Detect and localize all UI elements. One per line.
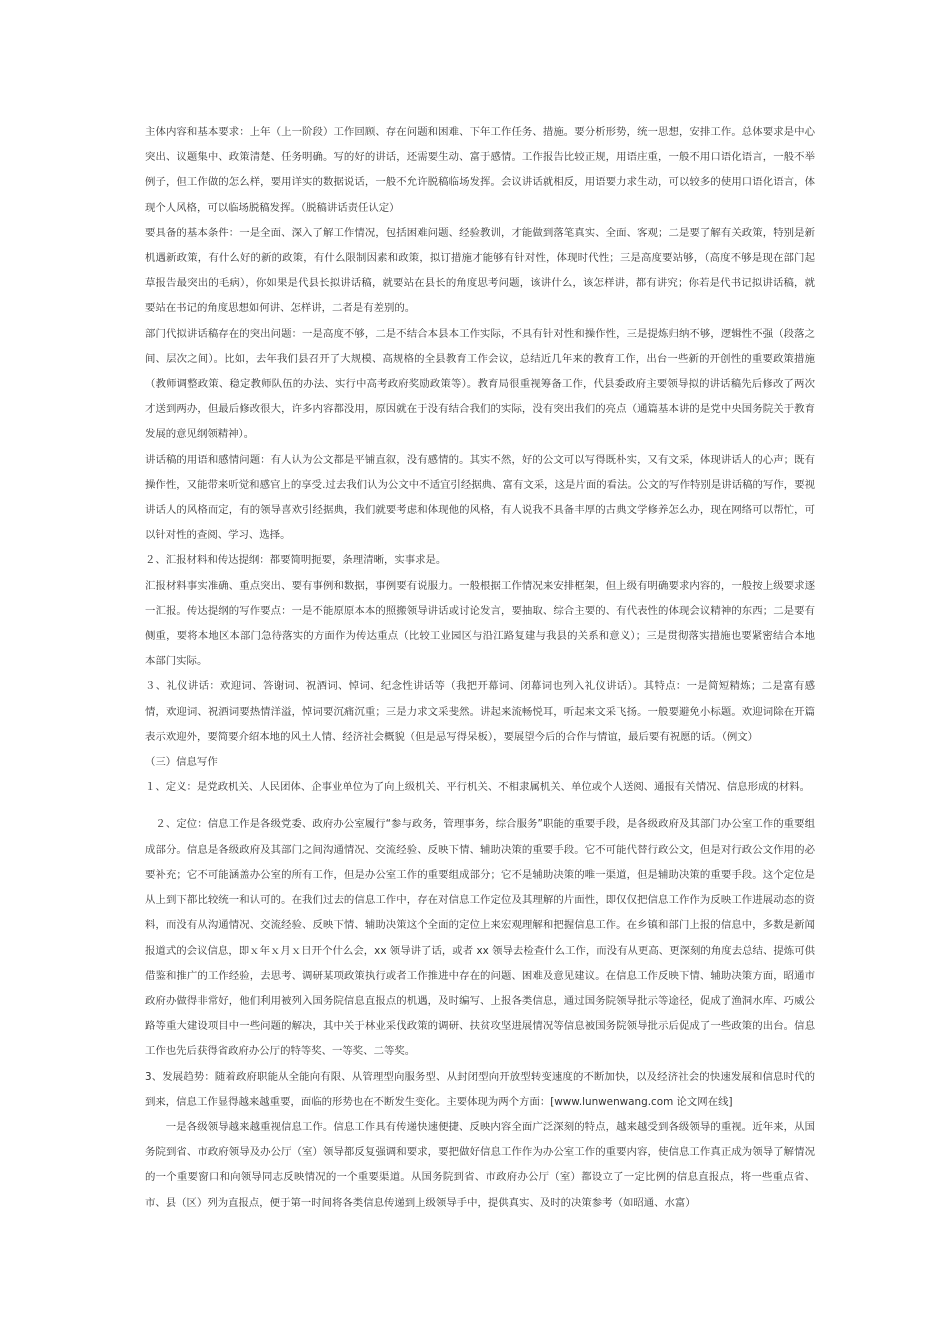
paragraph-basic-conditions: 要具备的基本条件：一是全面、深入了解工作情况，包括困难问题、经验教训，才能做到落笔真实、全面、客观；二是要了解有关政策，特别是新机遇新政策，有什么好的新的政策，有什么限制因素和政策，拟订措施才能够有针对性，体现时代性；三是高度要站够，（高度不够是现在部门起草报告最突出的毛病），你如果是代县长拟讲话稿，就要站在县长的角度思考问题，该讲什么，该怎样讲，都有讲究；你若是代书记拟讲话稿，就要站在书记的角度思想如何讲、怎样讲，二者是有差别的。 (145, 226, 815, 315)
heading-information-writing: （三）信息写作 (145, 756, 218, 769)
paragraph-report-materials: 汇报材料事实准确、重点突出、要有事例和数据，事例要有说服力。一般根据工作情况来安排框架，但上级有明确要求内容的，一般按上级要求逐一汇报。传达提纲的写作要点：一是不能原原本本的照搬领导讲话或讨论发言，要抽取、综合主要的、有代表性的体现会议精神的东西；二是要有侧重，要将本地区本部门急待落实的方面作为传达重点（比较工业园区与沿江路复建与我县的关系和意义）；三是贯彻落实措施也要紧密结合本地本部门实际。 (145, 579, 815, 668)
paragraph-leaders-attention: 一是各级领导越来越重视信息工作。信息工作具有传递快速便捷、反映内容全面广泛深刻的特点，越来越受到各级领导的重视。近年来，从国务院到省、市政府领导及办公厅（室）领导都反复强调和要求，要把做好信息工作作为办公室工作的重要内容，使信息工作真正成为领导了解情况的一个重要窗口和向领导同志反映情况的一个重要渠道。从国务院到省、市政府办公厅（室）都设立了一定比例的信息直报点，将一些重点省、市、县（区）列为直报点，便于第一时间将各类信息传递到上级领导手中，提供真实、及时的决策参考（如昭通、水富） (145, 1120, 815, 1209)
paragraph-department-problems: 部门代拟讲话稿存在的突出问题：一是高度不够，二是不结合本县本工作实际，不具有针对性和操作性，三是提炼归纳不够，逻辑性不强（段落之间、层次之间）。比如，去年我们县召开了大规模、高规格的全县教育工作会议，总结近几年来的教育工作，出台一些新的开创性的重要政策措施（教师调整政策、稳定教师队伍的办法、实行中高考政府奖励政策等）。教育局很重视筹备工作，代县委政府主要领导拟的讲话稿先后修改了两次才送到两办，但最后修改很大，许多内容都没用，原因就在于没有结合我们的实际，没有突出我们的亮点（通篇基本讲的是党中央国务院关于教育发展的意见纲领精神）。 (145, 327, 815, 441)
paragraph-ceremonial-speech: ３、礼仪讲话：欢迎词、答谢词、祝酒词、悼词、纪念性讲话等（我把开幕词、闭幕词也列入礼仪讲话）。其特点：一是简短精炼；二是富有感情，欢迎词、祝酒词要热情洋溢，悼词要沉痛沉重；三是力求文采斐然。讲起来流畅悦耳，听起来文采飞扬。一般要避免小标题。欢迎词除在开篇表示欢迎外，要简要介绍本地的风土人情、经济社会概貌（但是忌写得呆板），要展望今后的合作与情谊，最后要有祝愿的话。（例文） (145, 680, 815, 743)
paragraph-definition: １、定义：是党政机关、人民团体、企事业单位为了向上级机关、平行机关、不相隶属机关、单位或个人送阅、通报有关情况、信息形成的材料。 (145, 781, 810, 794)
paragraph-language-emotion: 讲话稿的用语和感情问题：有人认为公文都是平铺直叙，没有感情的。其实不然，好的公文可以写得既朴实，又有文采，体现讲话人的心声；既有操作性，又能带来听觉和感官上的享受.过去我们认为公文中不适宜引经据典、富有文采，这是片面的看法。公文的写作特别是讲话稿的写作，要视讲话人的风格而定，有的领导喜欢引经据典，我们就要考虑和体现他的风格，有人说我不具备丰厚的古典文学修养怎么办，现在网络可以帮忙，可以针对性的查阅、学习、选择。 (145, 453, 815, 542)
paragraph-main-content: 主体内容和基本要求：上年（上一阶段）工作回顾、存在问题和困难、下年工作任务、措施。要分析形势，统一思想，安排工作。总体要求是中心突出、议题集中、政策清楚、任务明确。写的好的讲话，还需要生动、富于感情。工作报告比较正规，用语庄重，一般不用口语化语言，一般不举例子，但工作做的怎么样，要用详实的数据说话，一般不允许脱稿临场发挥。会议讲话就相反，用语要力求生动，可以较多的使用口语化语言，体现个人风格，可以临场脱稿发挥。（脱稿讲话责任认定） (145, 126, 815, 214)
document-page (145, 120, 815, 1216)
paragraph-positioning: ２、定位：信息工作是各级党委、政府办公室履行“参与政务，管理事务，综合服务”职能的重要手段，是各级政府及其部门办公室工作的重要组成部分。信息是各级政府及其部门之间沟通情况、交流经验、反映下情、辅助决策的重要手段。它不可能代替行政公文，但是对行政公文作用的必要补充；它不可能涵盖办公室的所有工作，但是办公室工作的重要组成部分；它不是辅助决策的唯一渠道，但是辅助决策的重要手段。这个定位是从上到下都比较统一和认可的。在我们过去的信息工作中，存在对信息工作定位及其理解的片面性，即仅仅把信息工作作为反映工作进展动态的资料，而没有从沟通情况、交流经验、反映下情、辅助决策这个全面的定位上来宏观理解和把握信息工作。在乡镇和部门上报的信息中，多数是新闻报道式的会议信息，即ｘ年ｘ月ｘ日开个什么会，xx 领导讲了话，或者 xx 领导去检查什么工作，而没有从更高、更深刻的角度去总结、提炼可供借鉴和推广的工作经验，去思考、调研某项政策执行或者工作推进中存在的问题、困难及意见建议。在信息工作反映下情、辅助决策方面，昭通市政府办做得非常好，他们利用被列入国务院信息直报点的机遇，及时编写、上报各类信息，通过国务院领导批示等途径，促成了渔洞水库、巧威公路等重大建设项目中一些问题的解决，其中关于林业采伐政策的调研、扶贫攻坚进展情况等信息被国务院领导批示后促成了一些政策的出台。信息工作也先后获得省政府办公厅的特等奖、一等奖、二等奖。 (145, 818, 815, 1058)
heading-report-materials: ２、汇报材料和传达提纲：都要简明扼要，条理清晰，实事求是。 (145, 554, 447, 567)
paragraph-development-trend: 3、发展趋势：随着政府职能从全能向有限、从管理型向服务型、从封闭型向开放型转变速度的不断加快，以及经济社会的快速发展和信息时代的到来，信息工作显得越来越重要，面临的形势也在不断发生变化。主要体现为两个方面：[www.lunwenwang.com 论文网在线] (145, 1070, 815, 1108)
